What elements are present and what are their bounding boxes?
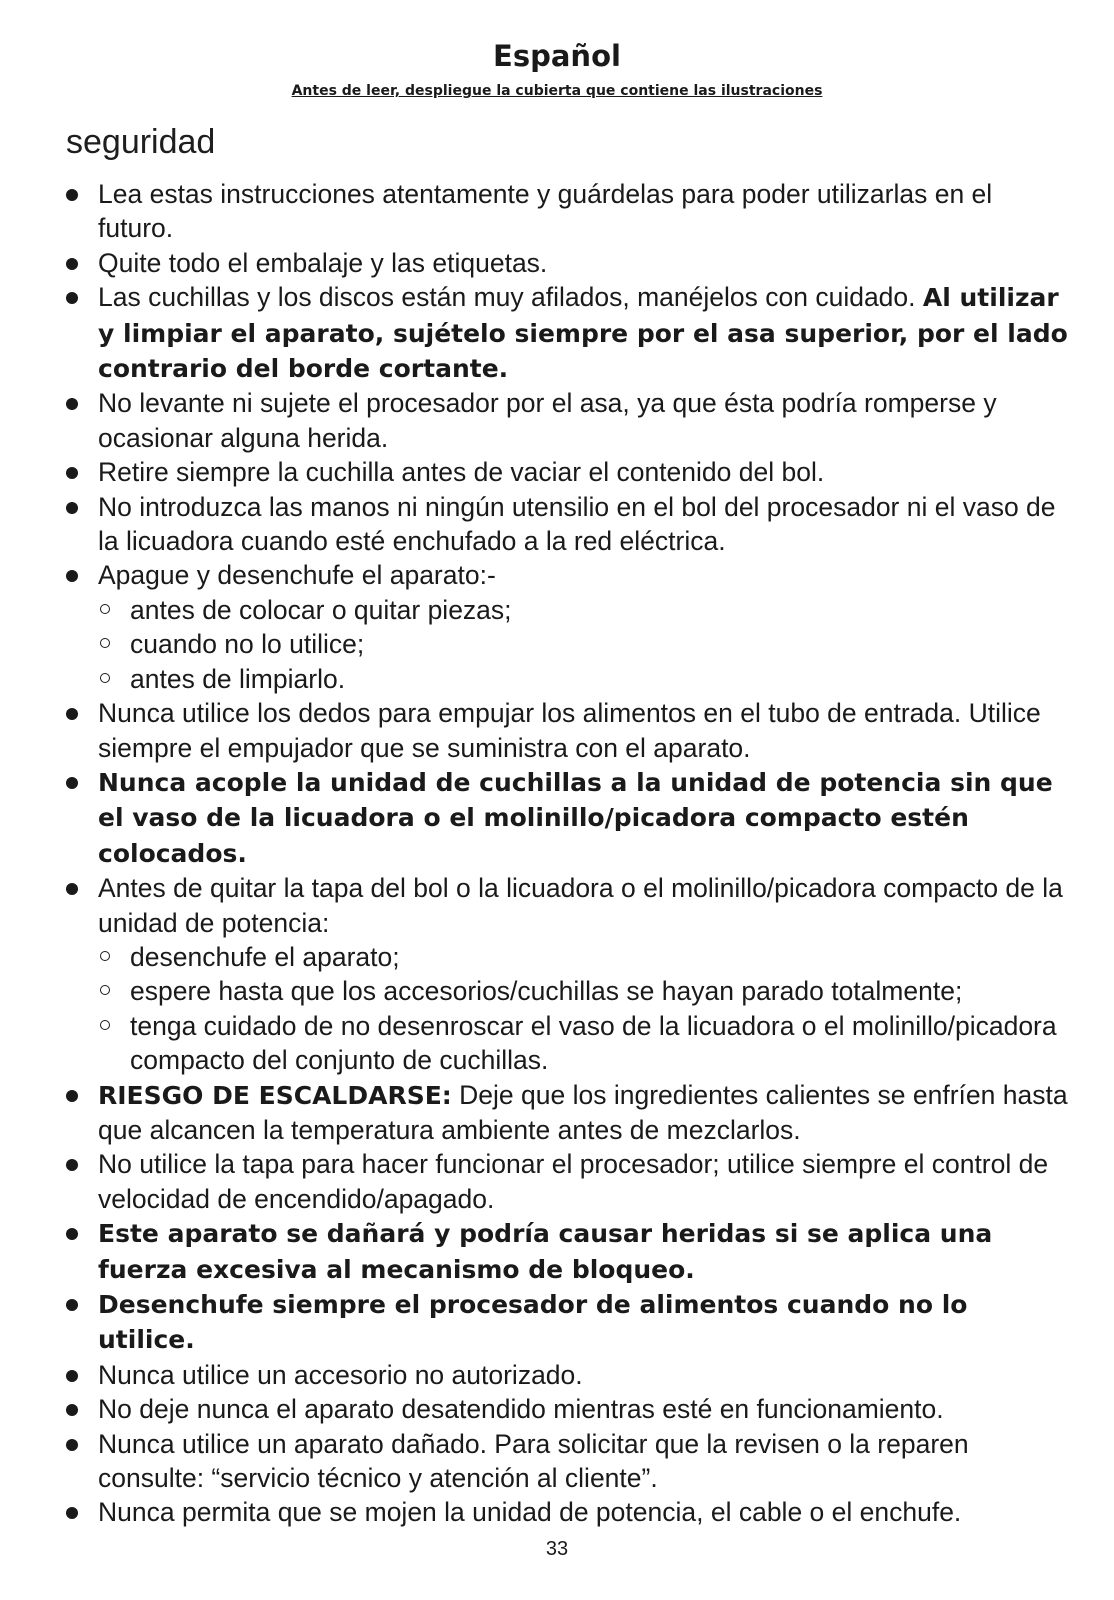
sub-list-item xyxy=(98,1009,1071,1078)
list-item xyxy=(66,490,1071,559)
bullet-icon xyxy=(66,1159,78,1171)
list-item xyxy=(66,871,1071,1077)
bullet-icon xyxy=(66,1090,78,1102)
item-text: No introduzca las manos ni ningún utensilio en el bol del procesador ni el vaso de la licuadora cuando esté enchufado a la red eléctrica. xyxy=(98,491,1056,557)
circle-bullet-icon xyxy=(100,985,110,995)
sub-item-text: cuando no lo utilice; xyxy=(130,629,365,660)
item-text: No levante ni sujete el procesador por el asa, ya que ésta podría romperse y ocasionar alguna herida. xyxy=(98,388,997,453)
item-bold-text: Nunca acople la unidad de cuchillas a la unidad de potencia sin que el vaso de la licuadora o el molinillo/picadora compacto estén colocados. xyxy=(98,767,1053,868)
list-item xyxy=(66,558,1071,696)
sub-list-item xyxy=(98,662,1071,696)
safety-list xyxy=(66,177,1071,1530)
list-item xyxy=(66,1216,1071,1287)
page-number: 33 xyxy=(545,1538,569,1560)
list-item xyxy=(66,696,1071,765)
bullet-icon xyxy=(66,189,78,201)
list-item xyxy=(66,246,1071,280)
bullet-icon xyxy=(66,883,78,895)
item-bold-text: Este aparato se dañará y podría causar heridas si se aplica una fuerza excesiva al mecanismo de bloqueo. xyxy=(98,1219,993,1284)
item-bold-lead: RIESGO DE ESCALDARSE: xyxy=(98,1080,452,1110)
item-text: Nunca utilice un accesorio no autorizado. xyxy=(98,1359,583,1390)
sub-item-text: desenchufe el aparato; xyxy=(130,941,400,972)
list-item xyxy=(66,280,1071,386)
item-text: Retire siempre la cuchilla antes de vaciar el contenido del bol. xyxy=(98,457,825,488)
list-item xyxy=(66,1147,1071,1216)
list-item xyxy=(66,1078,1071,1148)
bullet-icon xyxy=(66,467,78,479)
bullet-icon xyxy=(66,570,78,582)
item-bold-text: Desenchufe siempre el procesador de alimentos cuando no lo utilice. xyxy=(98,1290,968,1355)
sub-list-item xyxy=(98,593,1071,627)
circle-bullet-icon xyxy=(100,604,110,614)
list-item xyxy=(66,1495,1071,1529)
bullet-icon xyxy=(66,292,78,304)
list-item xyxy=(66,765,1071,871)
circle-bullet-icon xyxy=(100,673,110,683)
list-item xyxy=(66,1392,1071,1426)
bullet-icon xyxy=(66,1439,78,1451)
list-item xyxy=(66,455,1071,489)
bullet-icon xyxy=(66,398,78,410)
item-text: Las cuchillas y los discos están muy afilados, manéjelos con cuidado. xyxy=(98,282,923,313)
circle-bullet-icon xyxy=(100,638,110,648)
item-text: No utilice la tapa para hacer funcionar el procesador; utilice siempre el control de velocidad de encendido/apagado. xyxy=(98,1149,1049,1214)
sub-list-item xyxy=(98,627,1071,661)
list-item xyxy=(66,386,1071,455)
bullet-icon xyxy=(66,258,78,270)
sub-item-text: tenga cuidado de no desenroscar el vaso de la licuadora o el molinillo/picadora compacto del conjunto de cuchillas. xyxy=(130,1010,1057,1076)
item-text: Antes de quitar la tapa del bol o la licuadora o el molinillo/picadora compacto de la unidad de potencia: xyxy=(98,873,1063,938)
sub-item-text: antes de limpiarlo. xyxy=(130,663,346,694)
item-text: Nunca utilice un aparato dañado. Para solicitar que la revisen o la reparen consulte: “servicio técnico y atención al cliente”. xyxy=(98,1428,969,1494)
sub-item-text: antes de colocar o quitar piezas; xyxy=(130,594,512,625)
list-item xyxy=(66,177,1071,246)
item-text: Nunca utilice los dedos para empujar los alimentos en el tubo de entrada. Utilice siempre el empujador que se suministra con el aparato. xyxy=(98,698,1041,763)
item-text: Apague y desenchufe el aparato:- xyxy=(98,560,496,591)
bullet-icon xyxy=(66,1507,78,1519)
item-text: Quite todo el embalaje y las etiquetas. xyxy=(98,247,548,278)
section-title: seguridad xyxy=(66,123,216,161)
bullet-icon xyxy=(66,1370,78,1382)
sub-list xyxy=(98,940,1071,1078)
language-title: Español xyxy=(493,39,621,73)
bullet-icon xyxy=(66,1404,78,1416)
circle-bullet-icon xyxy=(100,1020,110,1030)
sub-item-text: espere hasta que los accesorios/cuchillas se hayan parado totalmente; xyxy=(130,976,963,1007)
bullet-icon xyxy=(66,502,78,514)
item-text: Lea estas instrucciones atentamente y guárdelas para poder utilizarlas en el futuro. xyxy=(98,179,993,244)
sub-list xyxy=(98,593,1071,696)
item-text: No deje nunca el aparato desatendido mientras esté en funcionamiento. xyxy=(98,1394,944,1425)
bullet-icon xyxy=(66,1228,78,1240)
list-item xyxy=(66,1358,1071,1392)
page-header xyxy=(0,38,1114,101)
list-item xyxy=(66,1427,1071,1496)
item-bold-text: Al utilizar y limpiar el aparato, sujételo siempre por el asa superior, por el lado contrario del borde cortante. xyxy=(98,283,1068,384)
sub-list-item xyxy=(98,974,1071,1008)
sub-list-item xyxy=(98,940,1071,974)
item-text: Nunca permita que se mojen la unidad de potencia, el cable o el enchufe. xyxy=(98,1497,962,1528)
list-item xyxy=(66,1287,1071,1358)
bullet-icon xyxy=(66,1299,78,1311)
bullet-icon xyxy=(66,708,78,720)
circle-bullet-icon xyxy=(100,951,110,961)
bullet-icon xyxy=(66,777,78,789)
item-text: Deje que los ingredientes calientes se enfríen hasta que alcancen la temperatura ambiente antes de mezclarlos. xyxy=(98,1079,1068,1145)
fold-out-instruction: Antes de leer, despliegue la cubierta que contiene las ilustraciones xyxy=(291,83,823,99)
